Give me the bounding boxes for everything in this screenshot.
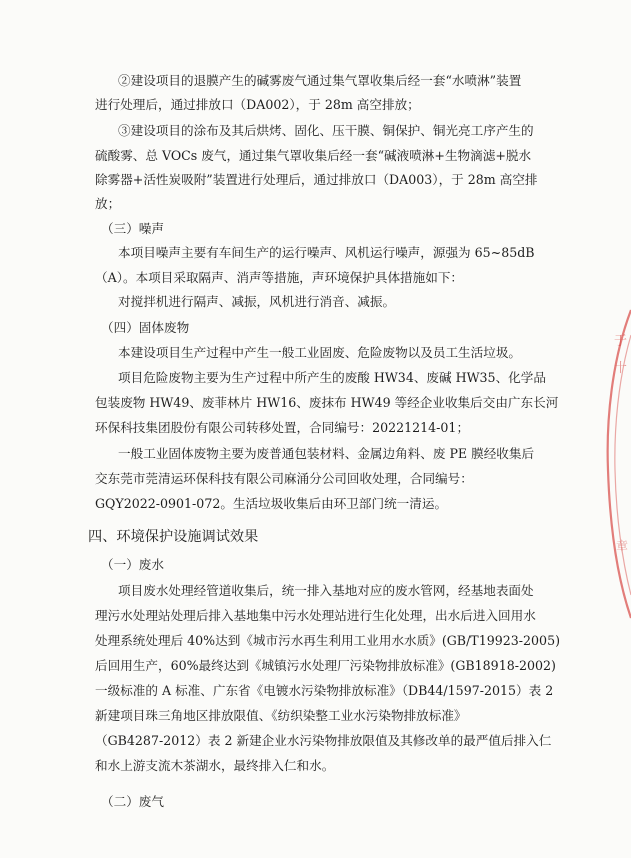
paragraph-line: 理污水处理站处理后排入基地集中污水处理站进行生化处理，出水后进入回用水 <box>95 608 536 623</box>
paragraph-line: （A）。本项目采取隔声、消声等措施，声环境保护具体措施如下： <box>95 270 464 285</box>
paragraph-line: 处理系统处理后 40%达到《城市污水再生利用工业用水水质》(GB/T19923-2005) <box>95 633 560 648</box>
paragraph-line: 本项目噪声主要有车间生产的运行噪声、风机运行噪声，源强为 65~85dB <box>118 245 535 260</box>
paragraph-line: 包装废物 HW49、废菲林片 HW16、废抹布 HW49 等经企业收集后交由广东长河 <box>95 395 559 410</box>
paragraph-line: ②建设项目的退膜产生的碱雾废气通过集气罩收集后经一套“水喷淋”装置 <box>118 73 522 88</box>
paragraph-line: 本建设项目生产过程中产生一般工业固废、危险废物以及员工生活垃圾。 <box>118 345 521 360</box>
paragraph-line: 环保科技集团股份有限公司转移处置，合同编号：20221214-01； <box>95 420 470 435</box>
paragraph-line: 后回用生产，60%最终达到《城镇污水处理厂污染物排放标准》(GB18918-2002) <box>95 658 556 673</box>
paragraph-line: 放； <box>95 196 121 211</box>
paragraph-line: 进行处理后，通过排放口（DA002），于 28m 高空排放； <box>95 97 420 112</box>
section-heading: （一）废水 <box>101 557 164 572</box>
paragraph-line: （GB4287-2012）表 2 新建企业水污染物排放限值及其修改单的最严值后排入仁 <box>95 733 552 748</box>
paragraph-line: 硫酸雾、总 VOCs 废气，通过集气罩收集后经一套“碱液喷淋+生物滴滤+脱水 <box>95 148 532 163</box>
paragraph-line: 项目废水处理经管道收集后，统一排入基地对应的废水管网，经基地表面处 <box>118 583 534 598</box>
paragraph-line: 交东莞市莞清运环保科技有限公司麻涌分公司回收处理，合同编号： <box>95 471 473 486</box>
section-heading: （四）固体废物 <box>101 320 190 335</box>
paragraph-line: ③建设项目的涂布及其后烘烤、固化、压干膜、铜保护、铜光亮工序产生的 <box>118 123 534 138</box>
paragraph-line: 一般工业固体废物主要为废普通包装材料、金属边角料、废 PE 膜经收集后 <box>118 446 535 461</box>
seal-stamp <box>600 300 631 620</box>
paragraph-line: 和水上游支流木茶湖水，最终排入仁和水。 <box>95 758 335 773</box>
section-heading: （二）废气 <box>101 794 164 809</box>
paragraph-line: 新建项目珠三角地区排放限值、《纺织染整工业水污染物排放标准》 <box>95 708 467 723</box>
paragraph-line: 对搅拌机进行隔声、减振，风机进行消音、减振。 <box>118 294 396 309</box>
svg-text:于: 于 <box>614 334 628 349</box>
chapter-heading: 四、环境保护设施调试效果 <box>88 529 259 545</box>
paragraph-line: GQY2022-0901-072。生活垃圾收集后由环卫部门统一清运。 <box>95 496 448 511</box>
paragraph-line: 一级标准的 A 标准、广东省《电镀水污染物排放标准》（DB44/1597-2015）表 2 <box>95 683 554 698</box>
svg-text:章: 章 <box>616 539 629 553</box>
svg-text:十: 十 <box>614 361 628 376</box>
paragraph-line: 除雾器+活性炭吸附”装置进行处理后，通过排放口（DA003），于 28m 高空排 <box>95 172 538 187</box>
section-heading: （三）噪声 <box>101 221 164 236</box>
paragraph-line: 项目危险废物主要为生产过程中所产生的废酸 HW34、废碱 HW35、化学品 <box>118 370 546 385</box>
